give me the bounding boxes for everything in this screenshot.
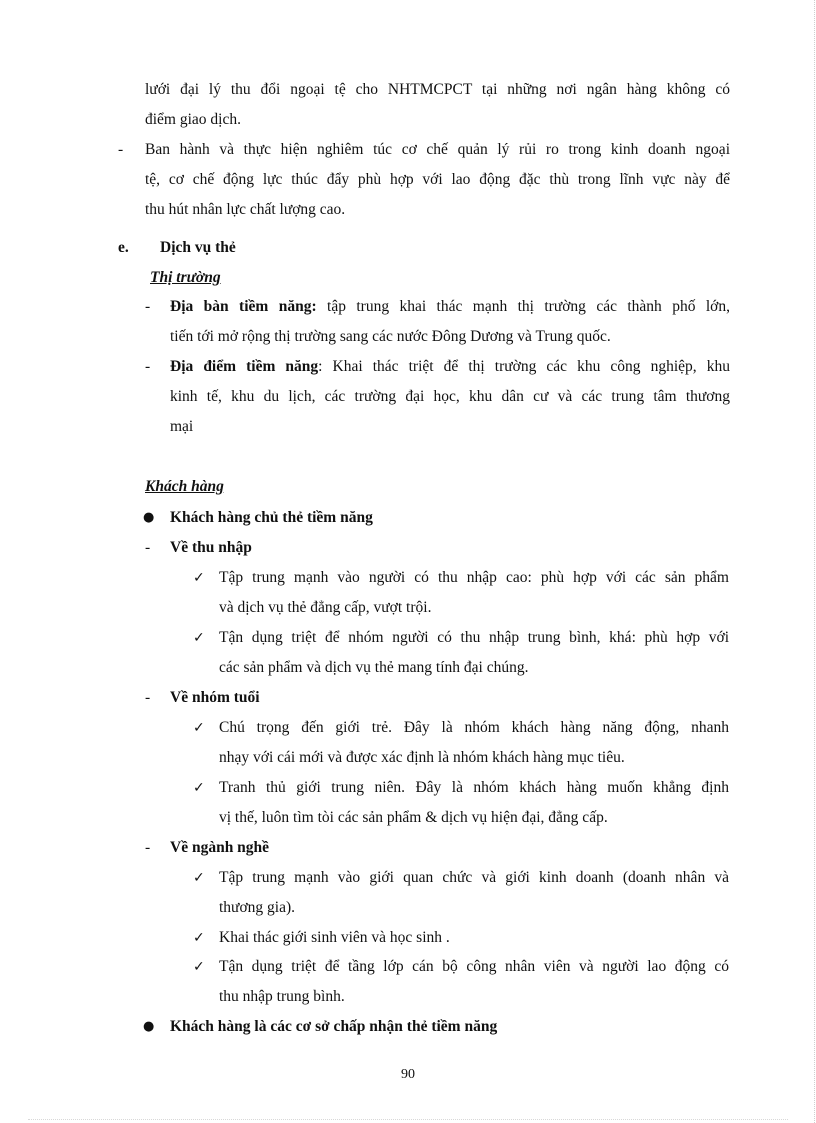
dash-marker: - [145, 298, 151, 315]
text-line: tiến tới mở rộng thị trường sang các nước Đông Dương và Trung quốc. [170, 328, 611, 345]
bullet-text: Khách hàng chủ thẻ tiềm năng [170, 509, 373, 526]
text-line: lưới đại lý thu đổi ngoại tệ cho NHTMCPCT tại những nơi ngân hàng không có [145, 81, 730, 98]
subsection-heading: Khách hàng [145, 478, 224, 495]
page-number: 90 [401, 1067, 415, 1082]
text-line: vị thế, luôn tìm tòi các sản phẩm & dịch vụ hiện đại, đẳng cấp. [219, 809, 608, 826]
bullet-icon: ● [143, 1019, 155, 1034]
checkmark-icon: ✓ [193, 570, 205, 586]
checkmark-icon: ✓ [193, 930, 205, 946]
checkmark-icon: ✓ [193, 959, 205, 975]
text-line: nhạy với cái mới và được xác định là nhóm khách hàng mục tiêu. [219, 749, 625, 766]
text-line: Chú trọng đến giới trẻ. Đây là nhóm khách hàng năng động, nhanh [219, 719, 729, 736]
text-line: và dịch vụ thẻ đẳng cấp, vượt trội. [219, 599, 432, 616]
text-line: mại [170, 418, 194, 435]
subsection-heading: Thị trường [150, 269, 221, 286]
text-line: kinh tế, khu du lịch, các trường đại học, khu dân cư và các trung tâm thương [170, 388, 730, 405]
dash-marker: - [145, 539, 151, 556]
dash-marker: - [145, 358, 151, 375]
text-line [170, 297, 730, 317]
term-label: Địa điểm tiềm năng [170, 358, 319, 375]
text-line: thương gia). [219, 899, 296, 916]
text-line: các sản phẩm và dịch vụ thẻ mang tính đại chúng. [219, 659, 529, 676]
term-label: Địa bàn tiềm năng: [170, 298, 317, 315]
group-label: Về ngành nghề [170, 839, 270, 856]
group-label: Về nhóm tuổi [170, 689, 260, 706]
checkmark-icon: ✓ [193, 780, 205, 796]
checkmark-icon: ✓ [193, 630, 205, 646]
text-line: Ban hành và thực hiện nghiêm túc cơ chế quản lý rủi ro trong kinh doanh ngoại [145, 141, 730, 158]
page-right-border [814, 0, 815, 1123]
text-line: thu nhập trung bình. [219, 988, 345, 1005]
checkmark-icon: ✓ [193, 870, 205, 886]
text-line [170, 357, 730, 377]
text-line: Tập trung mạnh vào giới quan chức và giới kinh doanh (doanh nhân và [219, 869, 729, 886]
dash-marker: - [118, 141, 124, 158]
text-line: Tranh thủ giới trung niên. Đây là nhóm khách hàng muốn khẳng định [219, 779, 729, 796]
text-line: Tập trung mạnh vào người có thu nhập cao: phù hợp với các sản phẩm [219, 569, 729, 586]
text-line: điểm giao dịch. [145, 111, 241, 128]
term-text: tập trung khai thác mạnh thị trường các thành phố lớn, [316, 298, 730, 315]
text-line: Tận dụng triệt để tầng lớp cán bộ công nhân viên và người lao động có [219, 958, 729, 975]
text-line: Khai thác giới sinh viên và học sinh . [219, 929, 450, 946]
dash-marker: - [145, 689, 151, 706]
text-line: Tận dụng triệt để nhóm người có thu nhập trung bình, khá: phù hợp với [219, 629, 729, 646]
checkmark-icon: ✓ [193, 720, 205, 736]
dash-marker: - [145, 839, 151, 856]
text-line: thu hút nhân lực chất lượng cao. [145, 201, 346, 218]
page-bottom-border [28, 1119, 788, 1120]
group-label: Về thu nhập [170, 539, 252, 556]
bullet-icon: ● [143, 510, 155, 525]
term-text: : Khai thác triệt để thị trường các khu công nghiệp, khu [318, 358, 730, 375]
bullet-text: Khách hàng là các cơ sở chấp nhận thẻ tiềm năng [170, 1018, 498, 1035]
text-line: tệ, cơ chế động lực thúc đẩy phù hợp với lao động đặc thù trong lĩnh vực này để [145, 171, 730, 188]
section-title: Dịch vụ thẻ [160, 239, 236, 256]
section-marker: e. [118, 239, 129, 256]
